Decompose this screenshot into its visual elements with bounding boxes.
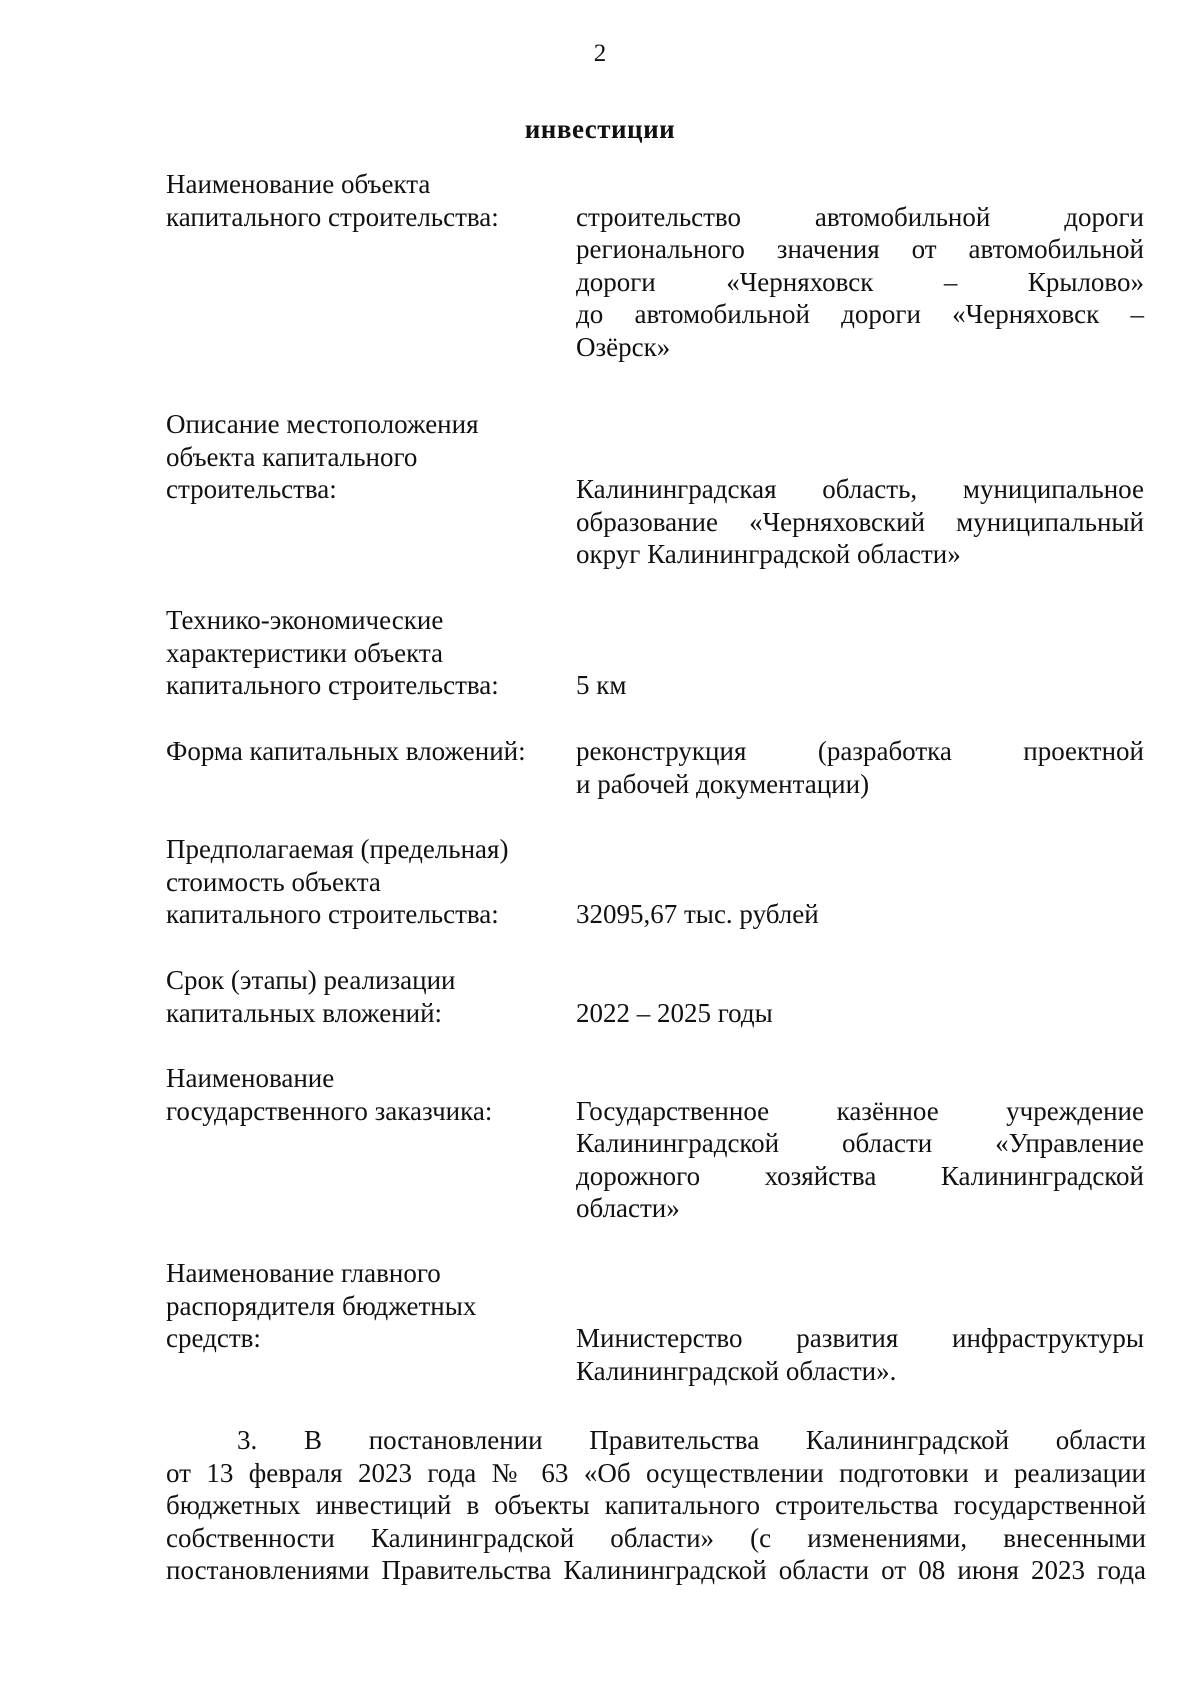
value-line: 32095,67 тыс. рублей [576, 899, 819, 929]
value-line: реконструкция (разработка проектной [576, 736, 1144, 766]
value-line: строительство автомобильной дороги [576, 201, 1144, 232]
field-label [166, 833, 566, 931]
value-line: Калининградской области «Управление [576, 1128, 1144, 1158]
label-line: Предполагаемая (предельная) [166, 834, 509, 864]
label-line: средств: [166, 1323, 261, 1353]
value-line: Калининградская область, муниципальное [576, 474, 1144, 504]
value-line: Калининградской области». [576, 1355, 897, 1386]
label-line: объекта капитального [166, 441, 418, 472]
label-line: капитальных вложений: [166, 997, 443, 1028]
label-line: Срок (этапы) реализации [166, 965, 456, 995]
label-line: капитального строительства: [166, 899, 499, 929]
field-label [166, 408, 566, 506]
value-line: Министерство развития инфраструктуры [576, 1323, 1144, 1353]
label-line: Наименование главного [166, 1258, 441, 1288]
field-value [576, 997, 1144, 1030]
label-line: Технико-экономические [166, 605, 444, 635]
field-label [166, 1062, 566, 1127]
field-label [166, 604, 566, 702]
value-line: и рабочей документации) [576, 768, 870, 799]
paragraph-line: 3. В постановлении Правительства Калининградской области [237, 1425, 1146, 1455]
value-line: 2022 – 2025 годы [576, 997, 773, 1028]
value-line: области» [576, 1193, 680, 1223]
page-number: 2 [593, 40, 607, 67]
field-value [576, 1322, 1144, 1387]
label-line: распорядителя бюджетных [166, 1290, 477, 1321]
value-line: Государственное казённое учреждение [576, 1095, 1144, 1126]
value-line: Озёрск» [576, 331, 671, 362]
label-line: характеристики объекта [166, 637, 444, 668]
label-line: строительства: [166, 474, 337, 504]
section-heading: инвестиции [524, 114, 676, 144]
label-line: Описание местоположения [166, 409, 479, 439]
field-value [576, 1095, 1144, 1225]
label-line: Наименование [166, 1063, 335, 1093]
field-label [166, 735, 566, 768]
value-line: дорожного хозяйства Калининградской [576, 1160, 1144, 1191]
label-line: Форма капитальных вложений: [166, 736, 526, 766]
label-line: стоимость объекта [166, 866, 381, 897]
value-line: регионального значения от автомобильной [576, 234, 1144, 264]
value-line: до автомобильной дороги «Черняховск – [576, 299, 1144, 329]
value-line: 5 км [576, 670, 627, 700]
label-line: Наименование объекта [166, 169, 431, 199]
label-line: государственного заказчика: [166, 1095, 493, 1126]
value-line: округ Калининградской области» [576, 539, 961, 569]
field-value [576, 898, 1144, 931]
field-label [166, 168, 566, 233]
field-label [166, 964, 566, 1029]
paragraph-line: от 13 февраля 2023 года № 63 «Об осуществлении подготовки и реализации [166, 1457, 1146, 1488]
field-value [576, 735, 1144, 800]
value-line: образование «Черняховский муниципальный [576, 506, 1144, 537]
paragraph-line: собственности Калининградской области» (с изменениями, внесенными [166, 1522, 1146, 1553]
field-label [166, 1257, 566, 1355]
paragraph-line: постановлениями Правительства Калининградской области от 08 июня 2023 года [166, 1555, 1146, 1585]
value-line: дороги «Черняховск – Крылово» [576, 266, 1144, 297]
field-value [576, 201, 1144, 364]
field-value [576, 473, 1144, 571]
paragraph-item-3 [166, 1424, 1146, 1587]
label-line: капитального строительства: [166, 670, 499, 700]
paragraph-line: бюджетных инвестиций в объекты капитального строительства государственной [166, 1490, 1146, 1520]
field-value [576, 669, 1144, 702]
label-line: капитального строительства: [166, 201, 499, 232]
